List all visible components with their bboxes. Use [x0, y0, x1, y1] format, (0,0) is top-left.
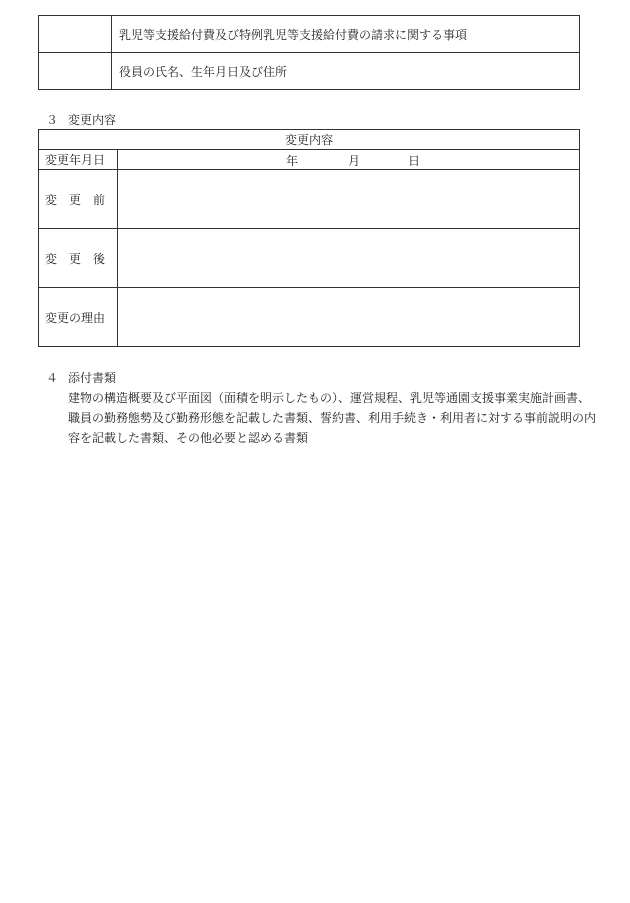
- change-date-row: [39, 150, 580, 170]
- day-label: 日: [408, 154, 421, 168]
- change-reason-label: 変更の理由: [39, 288, 118, 347]
- section-3-heading: [46, 111, 116, 128]
- table-row: [39, 16, 580, 53]
- section-4-heading: [46, 369, 116, 386]
- year-label: 年: [286, 154, 299, 168]
- attachments-line: 容を記載した書類、その他必要と認める書類: [68, 431, 309, 445]
- section-3-title: 変更内容: [68, 113, 117, 127]
- section-4-title: 添付書類: [68, 371, 117, 385]
- after-change-label: 変 更 後: [39, 229, 118, 288]
- after-change-row: [39, 229, 580, 288]
- before-change-cell[interactable]: [118, 170, 580, 229]
- section-4-number: ４: [46, 371, 59, 385]
- row-label-cell: [39, 53, 112, 90]
- row-label-cell: [39, 16, 112, 53]
- change-reason-cell[interactable]: [118, 288, 580, 347]
- attachments-text: [68, 388, 597, 448]
- table-row: [39, 53, 580, 90]
- after-change-cell[interactable]: [118, 229, 580, 288]
- month-label: 月: [348, 154, 361, 168]
- attachments-line: 建物の構造概要及び平面図（面積を明示したもの）、運営規程、乳児等通園支援事業実施計画書、: [68, 391, 591, 405]
- before-change-row: [39, 170, 580, 229]
- change-reason-row: [39, 288, 580, 347]
- before-change-label: 変 更 前: [39, 170, 118, 229]
- change-date-label: 変更年月日: [39, 150, 118, 170]
- change-details-table: [38, 129, 580, 347]
- table-header-row: [39, 130, 580, 150]
- attachments-line: 職員の勤務態勢及び勤務形態を記載した書類、誓約書、利用手続き・利用者に対する事前説明の内: [68, 411, 597, 425]
- row-text-cell: 役員の氏名、生年月日及び住所: [112, 53, 580, 90]
- change-details-header: 変更内容: [39, 130, 580, 150]
- change-date-cell[interactable]: [118, 150, 580, 170]
- items-table: [38, 15, 580, 90]
- section-3-number: ３: [46, 113, 59, 127]
- row-text-cell: 乳児等支援給付費及び特例乳児等支援給付費の請求に関する事項: [112, 16, 580, 53]
